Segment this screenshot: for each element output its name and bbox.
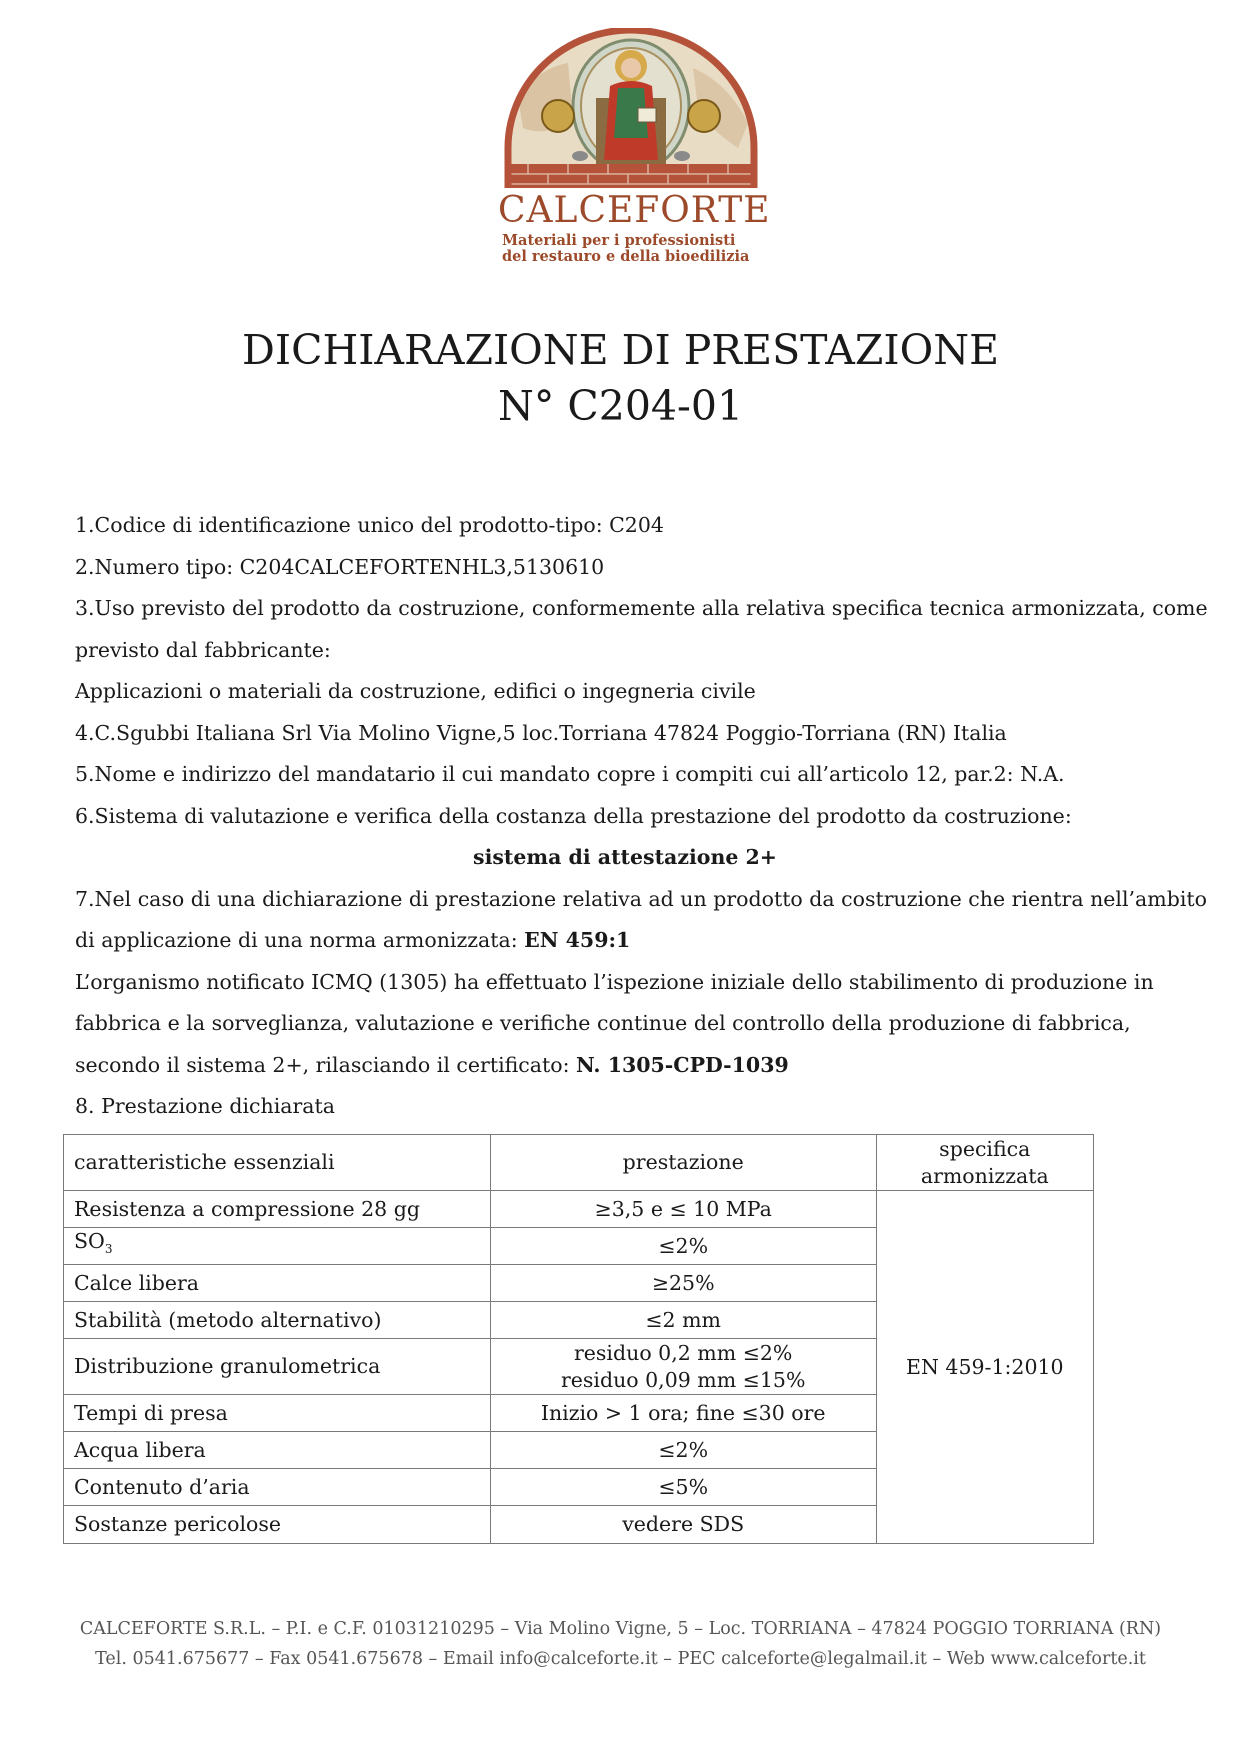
performance-cell: vedere SDS xyxy=(490,1506,876,1544)
item-7-line5 xyxy=(75,1045,1175,1087)
characteristic-cell xyxy=(64,1228,491,1265)
performance-cell: ≤2% xyxy=(490,1432,876,1469)
brand-name: CALCEFORTE xyxy=(498,190,771,231)
item-8: 8. Prestazione dichiarata xyxy=(75,1094,335,1118)
performance-line2: residuo 0,09 mm ≤15% xyxy=(560,1367,806,1392)
item-7-line3: L’organismo notificato ICMQ (1305) ha effettuato l’ispezione iniziale dello stabilimento di produzione in xyxy=(75,969,1154,994)
declaration-body xyxy=(75,505,1208,1128)
item-6-system: sistema di attestazione 2+ xyxy=(473,845,777,869)
header-performance: prestazione xyxy=(490,1135,876,1191)
brand-tagline-line2: del restauro e della bioedilizia xyxy=(502,248,750,265)
header-specification xyxy=(876,1135,1093,1191)
document-title-line1: DICHIARAZIONE DI PRESTAZIONE xyxy=(242,326,999,374)
item-7-certificate: N. 1305-CPD-1039 xyxy=(576,1052,789,1077)
document-title xyxy=(0,322,1241,434)
characteristic-cell: Resistenza a compressione 28 gg xyxy=(64,1191,491,1228)
item-7-line5-prefix: secondo il sistema 2+, rilasciando il certificato: xyxy=(75,1052,576,1077)
table-row xyxy=(64,1191,1094,1228)
item-7-line1: 7.Nel caso di una dichiarazione di prestazione relativa ad un prodotto da costruzione che rientra nell’ambito xyxy=(75,886,1207,911)
characteristic-subscript: 3 xyxy=(104,1242,113,1257)
characteristic-cell: Distribuzione granulometrica xyxy=(64,1339,491,1395)
footer-contact-line: Tel. 0541.675677 – Fax 0541.675678 – Email info@calceforte.it – PEC calceforte@legalmail.it – Web www.calceforte.it xyxy=(95,1649,1146,1669)
characteristic-cell: Calce libera xyxy=(64,1265,491,1302)
item-7-line2-prefix: di applicazione di una norma armonizzata: xyxy=(75,928,525,952)
performance-cell: Inizio > 1 ora; fine ≤30 ore xyxy=(490,1395,876,1432)
characteristic-cell: Acqua libera xyxy=(64,1432,491,1469)
footer-company-line: CALCEFORTE S.R.L. – P.I. e C.F. 01031210295 – Via Molino Vigne, 5 – Loc. TORRIANA – 47824 POGGIO TORRIANA (RN) xyxy=(79,1619,1162,1639)
characteristic-cell: Tempi di presa xyxy=(64,1395,491,1432)
header-specification-line2: armonizzata xyxy=(920,1163,1049,1188)
item-3-line3: Applicazioni o materiali da costruzione, edifici o ingegneria civile xyxy=(75,679,756,703)
performance-cell: ≥25% xyxy=(490,1265,876,1302)
characteristic-so3: SO xyxy=(74,1229,105,1254)
performance-table xyxy=(63,1134,1094,1544)
characteristic-cell: Sostanze pericolose xyxy=(64,1506,491,1544)
characteristic-cell: Stabilità (metodo alternativo) xyxy=(64,1302,491,1339)
table-header-row xyxy=(64,1135,1094,1191)
header-specification-line1: specifica xyxy=(939,1136,1031,1161)
item-6: 6.Sistema di valutazione e verifica della costanza della prestazione del prodotto da costruzione: xyxy=(75,803,1072,828)
brand-tagline xyxy=(498,233,764,265)
performance-cell: ≤2 mm xyxy=(490,1302,876,1339)
item-5: 5.Nome e indirizzo del mandatario il cui mandato copre i compiti cui all’articolo 12, par.2: N.A. xyxy=(75,762,1065,786)
performance-cell: ≤5% xyxy=(490,1469,876,1506)
brand-tagline-line1: Materiali per i professionisti xyxy=(502,232,736,249)
item-3-line1: 3.Uso previsto del prodotto da costruzione, conformemente alla relativa specifica tecnica armonizzata, come xyxy=(75,596,1208,620)
header-characteristics: caratteristiche essenziali xyxy=(64,1135,491,1191)
performance-cell: ≤2% xyxy=(490,1228,876,1265)
item-4: 4.C.Sgubbi Italiana Srl Via Molino Vigne,5 loc.Torriana 47824 Poggio-Torriana (RN) Italia xyxy=(75,720,1007,745)
item-7-line4: fabbrica e la sorveglianza, valutazione e verifiche continue del controllo della produzione di fabbrica, xyxy=(75,1011,1131,1035)
characteristic-cell: Contenuto d’aria xyxy=(64,1469,491,1506)
item-2: 2.Numero tipo: C204CALCEFORTENHL3,5130610 xyxy=(75,554,605,579)
specification-cell: EN 459-1:2010 xyxy=(876,1191,1093,1544)
item-1: 1.Codice di identificazione unico del prodotto-tipo: C204 xyxy=(75,513,664,537)
item-7-norm: EN 459:1 xyxy=(524,928,631,952)
performance-cell xyxy=(490,1339,876,1395)
performance-line1: residuo 0,2 mm ≤2% xyxy=(573,1340,793,1365)
item-7-line2 xyxy=(75,920,1175,962)
performance-cell: ≥3,5 e ≤ 10 MPa xyxy=(490,1191,876,1228)
footer xyxy=(0,1614,1241,1674)
item-3-line2: previsto dal fabbricante: xyxy=(75,637,331,662)
document-number: N° C204-01 xyxy=(497,382,744,430)
